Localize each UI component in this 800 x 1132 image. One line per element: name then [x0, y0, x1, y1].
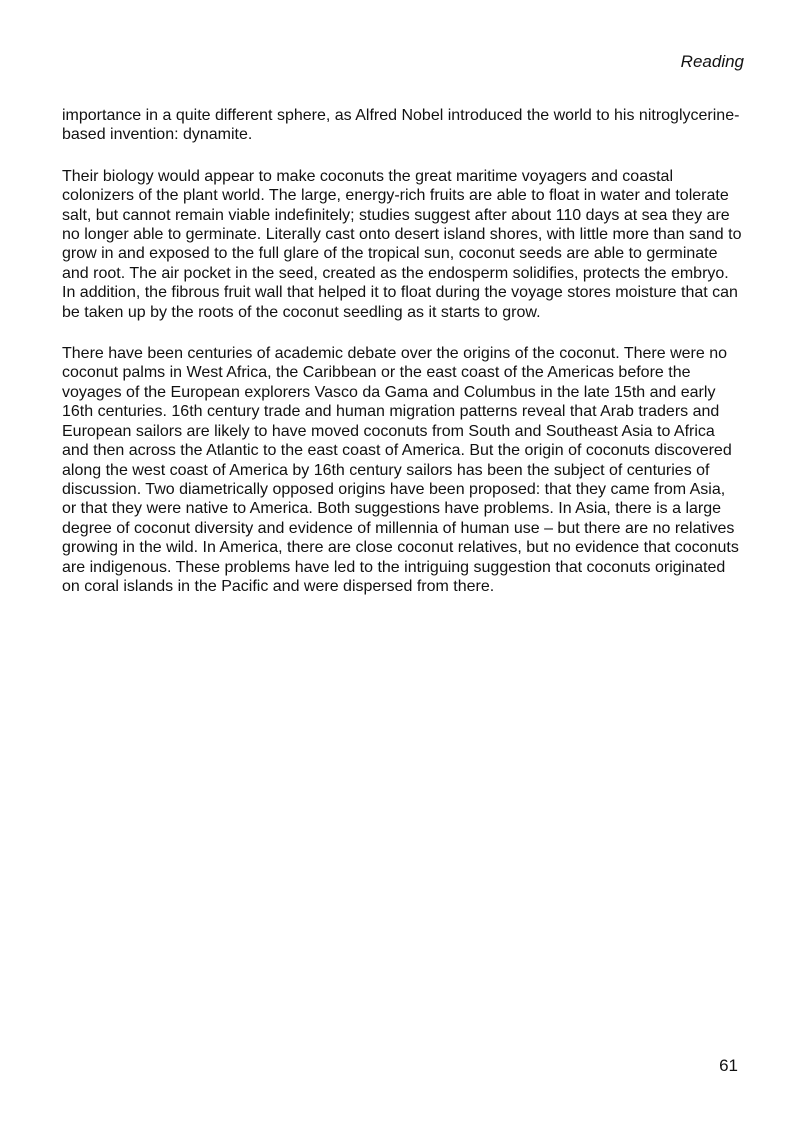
- running-head: Reading: [680, 52, 744, 71]
- paragraph-continuation: importance in a quite different sphere, as Alfred Nobel introduced the world to his nitroglycerine-based invention: dynamite.: [62, 107, 740, 144]
- paragraph-coconut-biology: Their biology would appear to make coconuts the great maritime voyagers and coastal colonizers of the plant world. The large, energy-rich fruits are able to float in water and tolerate salt, but cannot remain viable indefinitely; studies suggest after about 110 days at sea they are no longer able to germinate. Literally cast onto desert island shores, with little more than sand to grow in and exposed to the full glare of the tropical sun, coconut seeds are able to germinate and root. The air pocket in the seed, created as the endosperm solidifies, protects the embryo. In addition, the fibrous fruit wall that helped it to float during the voyage stores moisture that can be taken up by the roots of the coconut seedling as it starts to grow.: [62, 167, 742, 321]
- paragraph-coconut-origins: There have been centuries of academic debate over the origins of the coconut. There were no coconut palms in West Africa, the Caribbean or the east coast of the Americas before the voyages of the European explorers Vasco da Gama and Columbus in the late 15th and early 16th centuries. 16th century trade and human migration patterns reveal that Arab traders and European sailors are likely to have moved coconuts from South and Southeast Asia to Africa and then across the Atlantic to the east coast of America. But the origin of coconuts discovered along the west coast of America by 16th century sailors has been the subject of centuries of discussion. Two diametrically opposed origins have been proposed: that they came from Asia, or that they were native to America. Both suggestions have problems. In Asia, there is a large degree of coconut diversity and evidence of millennia of human use – but there are no relatives growing in the wild. In America, there are close coconut relatives, but no evidence that coconuts are indigenous. These problems have led to the intriguing suggestion that coconuts originated on coral islands in the Pacific and were dispersed from there.: [62, 345, 739, 595]
- page-number: 61: [719, 1056, 738, 1075]
- body-text: [62, 106, 742, 618]
